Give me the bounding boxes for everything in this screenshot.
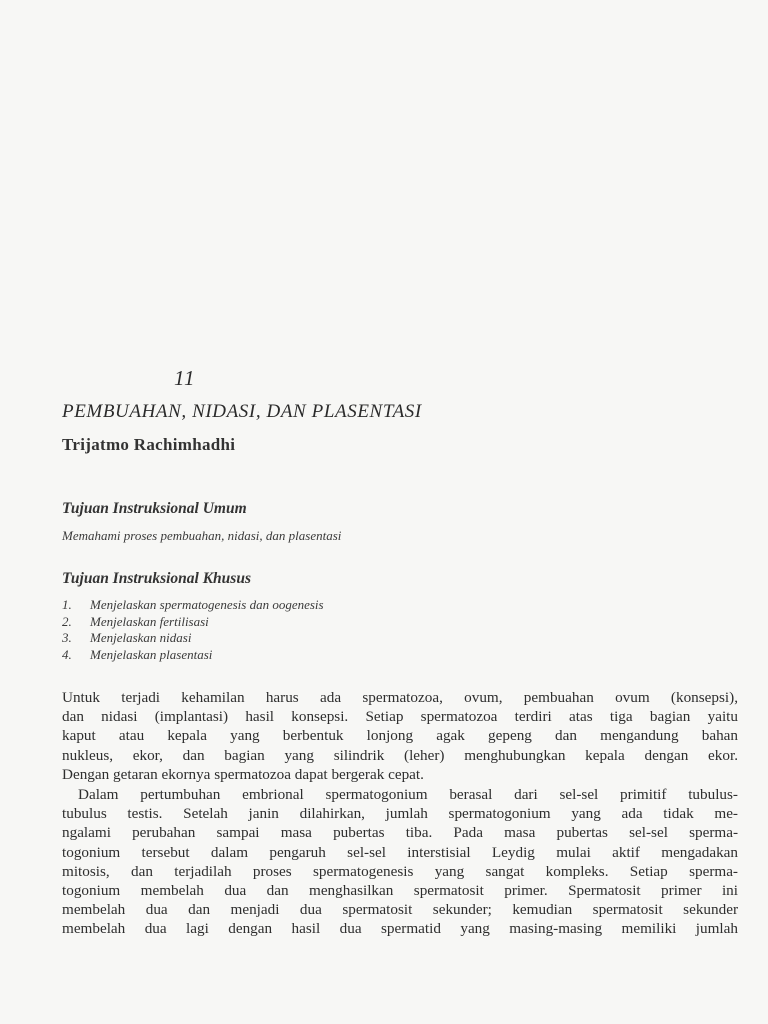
objective-number: 3.: [62, 630, 72, 645]
objective-text: Menjelaskan nidasi: [90, 630, 192, 645]
tujuan-umum-heading: Tujuan Instruksional Umum: [62, 500, 247, 517]
objective-item: [62, 647, 324, 664]
body-line: Untuk terjadi kehamilan harus ada spermatozoa, ovum, pembuahan ovum (konsepsi),: [62, 689, 738, 706]
body-line: togonium tersebut dalam pengaruh sel-sel interstisial Leydig mulai aktif mengadakan: [62, 843, 738, 861]
tujuan-umum-text: Memahami proses pembuahan, nidasi, dan plasentasi: [62, 528, 342, 543]
objective-item: [62, 630, 324, 647]
body-line: Dengan getaran ekornya spermatozoa dapat bergerak cepat.: [62, 765, 424, 783]
body-line: togonium membelah dua dan menghasilkan spermatosit primer. Spermatosit primer ini: [62, 882, 738, 900]
objective-item: [62, 614, 324, 631]
body-line: nukleus, ekor, dan bagian yang silindrik (leher) menghubungkan kepala dengan ekor.: [62, 746, 738, 764]
body-line: ngalami perubahan sampai masa pubertas tiba. Pada masa pubertas sel-sel sperma-: [62, 824, 738, 842]
body-paragraph-2: [62, 785, 738, 939]
chapter-title: PEMBUAHAN, NIDASI, DAN PLASENTASI: [62, 401, 422, 422]
objective-text: Menjelaskan fertilisasi: [90, 613, 209, 629]
tujuan-khusus-heading: Tujuan Instruksional Khusus: [62, 570, 251, 587]
objective-number: 2.: [62, 613, 72, 629]
chapter-number: 11: [174, 366, 196, 390]
objective-number: 4.: [62, 646, 72, 662]
body-line: kaput atau kepala yang berbentuk lonjong agak gepeng dan mengandung bahan: [62, 727, 738, 745]
objective-text: Menjelaskan plasentasi: [90, 646, 213, 662]
body-line: membelah dua dan menjadi dua spermatosit sekunder; kemudian spermatosit sekunder: [62, 901, 738, 919]
chapter-author: Trijatmo Rachimhadhi: [62, 435, 236, 454]
body-line: dan nidasi (implantasi) hasil konsepsi. Setiap spermatozoa terdiri atas tiga bagian yaitu: [62, 708, 738, 726]
body-line: membelah dua lagi dengan hasil dua spermatid yang masing-masing memiliki jumlah: [62, 920, 738, 938]
objective-item: [62, 597, 324, 614]
body-paragraph-1: [62, 688, 738, 784]
body-line: mitosis, dan terjadilah proses spermatogenesis yang sangat kompleks. Setiap sperma-: [62, 862, 738, 880]
tujuan-khusus-list: [62, 597, 324, 663]
body-line: tubulus testis. Setelah janin dilahirkan, jumlah spermatogonium yang ada tidak me-: [62, 805, 738, 823]
objective-number: 1.: [62, 597, 72, 612]
body-line: Dalam pertumbuhan embrional spermatogonium berasal dari sel-sel primitif tubulus-: [78, 786, 738, 803]
objective-text: Menjelaskan spermatogenesis dan oogenesis: [90, 597, 324, 612]
